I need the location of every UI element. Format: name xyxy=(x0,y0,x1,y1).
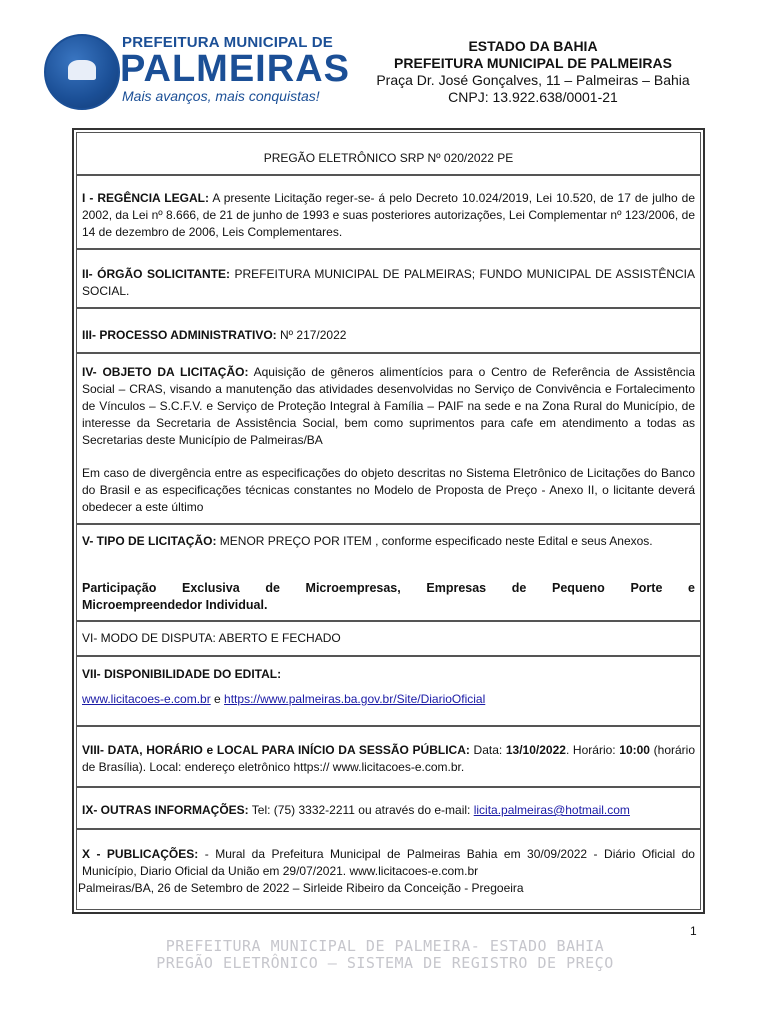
divider xyxy=(76,620,701,622)
section-label: IX- OUTRAS INFORMAÇÕES: xyxy=(82,803,249,817)
section-requesting-body: II- ÓRGÃO SOLICITANTE: PREFEITURA MUNICIPAL DE PALMEIRAS; FUNDO MUNICIPAL DE ASSISTÊNCIA SOCIAL. xyxy=(82,267,695,298)
section-label: III- PROCESSO ADMINISTRATIVO: xyxy=(82,328,277,342)
session-time: 10:00 xyxy=(619,743,650,757)
exclusive-participation: Participação Exclusiva de Microempresas, Empresas de Pequeno Porte e Microempreendedor Individual. xyxy=(82,581,695,612)
section-session-date: VIII- DATA, HORÁRIO e LOCAL PARA INÍCIO DA SESSÃO PÚBLICA: Data: 13/10/2022. Horário: 10:00 (horário de Brasília). Local: endereço eletrônico https:// www.licitacoes-e.com.br. xyxy=(82,743,695,774)
document-header xyxy=(0,0,770,118)
section-availability: VII- DISPONIBILIDADE DO EDITAL: www.licitacoes-e.com.br e https://www.palmeiras.ba.gov.br/Site/DiarioOficial xyxy=(82,666,695,708)
diario-oficial-link[interactable]: https://www.palmeiras.ba.gov.br/Site/DiarioOficial xyxy=(224,692,486,706)
divider xyxy=(76,655,701,657)
logo-tagline: Mais avanços, mais conquistas! xyxy=(122,88,320,104)
divider xyxy=(76,828,701,830)
divider xyxy=(76,352,701,354)
email-link[interactable]: licita.palmeiras@hotmail.com xyxy=(473,803,630,817)
divider xyxy=(76,248,701,250)
section-label: V- TIPO DE LICITAÇÃO: xyxy=(82,534,217,548)
section-publications: X - PUBLICAÇÕES: - Mural da Prefeitura Municipal de Palmeiras Bahia em 30/09/2022 - Diário Oficial do Município, Diario Oficial da União em 29/07/2021. www.licitacoes-e.com.br xyxy=(82,847,695,878)
section-label: VII- DISPONIBILIDADE DO EDITAL: xyxy=(82,667,282,681)
section-label: II- ÓRGÃO SOLICITANTE: xyxy=(82,267,231,281)
logo-line1: PREFEITURA MUNICIPAL DE xyxy=(122,34,333,51)
divider xyxy=(76,307,701,309)
page-footer xyxy=(0,938,770,972)
section-dispute-mode: VI- MODO DE DISPUTA: ABERTO E FECHADO xyxy=(82,631,341,645)
footer-line2: PREGÃO ELETRÔNICO – SISTEMA DE REGISTRO DE PREÇO xyxy=(156,954,614,972)
header-cnpj: CNPJ: 13.922.638/0001-21 xyxy=(448,89,618,105)
footer-line1: PREFEITURA MUNICIPAL DE PALMEIRA- ESTADO BAHIA xyxy=(165,937,605,955)
section-admin-process: III- PROCESSO ADMINISTRATIVO: Nº 217/2022 xyxy=(82,328,347,342)
logo-line2: PALMEIRAS xyxy=(120,48,350,90)
municipality-logo xyxy=(44,30,350,108)
signature-line: Palmeiras/BA, 26 de Setembro de 2022 – Sirleide Ribeiro da Conceição - Pregoeira xyxy=(78,881,524,895)
notice-box xyxy=(72,128,705,914)
divider xyxy=(76,725,701,727)
section-label: I - REGÊNCIA LEGAL: xyxy=(82,191,209,205)
notice-title: PREGÃO ELETRÔNICO SRP Nº 020/2022 PE xyxy=(263,151,514,165)
header-state: ESTADO DA BAHIA xyxy=(468,38,598,54)
divider xyxy=(76,786,701,788)
section-label: VIII- DATA, HORÁRIO e LOCAL PARA INÍCIO DA SESSÃO PÚBLICA: xyxy=(82,743,470,757)
licitacoes-link[interactable]: www.licitacoes-e.com.br xyxy=(82,692,211,706)
divider xyxy=(76,174,701,176)
section-bid-type: V- TIPO DE LICITAÇÃO: MENOR PREÇO POR ITEM , conforme especificado neste Edital e seus Anexos. xyxy=(82,534,653,548)
palm-tree-emblem-icon xyxy=(44,34,120,110)
section-legal-regime: I - REGÊNCIA LEGAL: A presente Licitação reger-se- á pelo Decreto 10.024/2019, Lei 10.520, de 17 de julho de 2002, da Lei nº 8.666, de 21 de junho de 1993 e suas posteriores autorizações, Lei Complementar nº 123/2006, de 14 de dezembro de 2006, Leis Complementares. xyxy=(82,191,696,239)
section-object: IV- OBJETO DA LICITAÇÃO: Aquisição de gêneros alimentícios para o Centro de Referência de Assistência Social – CRAS, visando a manutenção das atividades desenvolvidas no Serviço de Convivência e Fortalecimento de Vínculos – S.C.F.V. e Serviço de Proteção Integral à Família – PAIF na sede e na Zona Rural do Município, de interesse da Secretaria de Assistência Social, bem como suprimentos para cafe em atendimento a todas as Secretarias deste Município de Palmeiras/BA xyxy=(82,365,695,447)
section-object-note: Em caso de divergência entre as especificações do objeto descritas no Sistema Eletrônico de Licitações do Banco do Brasil e as especificações técnicas constantes no Modelo de Proposta de Preço - Anexo II, o licitante deverá obedecer a este último xyxy=(82,466,695,514)
header-city-hall: PREFEITURA MUNICIPAL DE PALMEIRAS xyxy=(394,55,672,71)
section-label: IV- OBJETO DA LICITAÇÃO: xyxy=(82,365,249,379)
divider xyxy=(76,523,701,525)
header-address-block xyxy=(350,38,716,106)
session-date: 13/10/2022 xyxy=(505,743,566,757)
section-label: X - PUBLICAÇÕES: xyxy=(82,847,199,861)
page-number: 1 xyxy=(690,924,697,938)
header-address: Praça Dr. José Gonçalves, 11 – Palmeiras – Bahia xyxy=(376,72,690,88)
section-other-info: IX- OUTRAS INFORMAÇÕES: Tel: (75) 3332-2211 ou através do e-mail: licita.palmeiras@hotmail.com xyxy=(82,803,630,817)
